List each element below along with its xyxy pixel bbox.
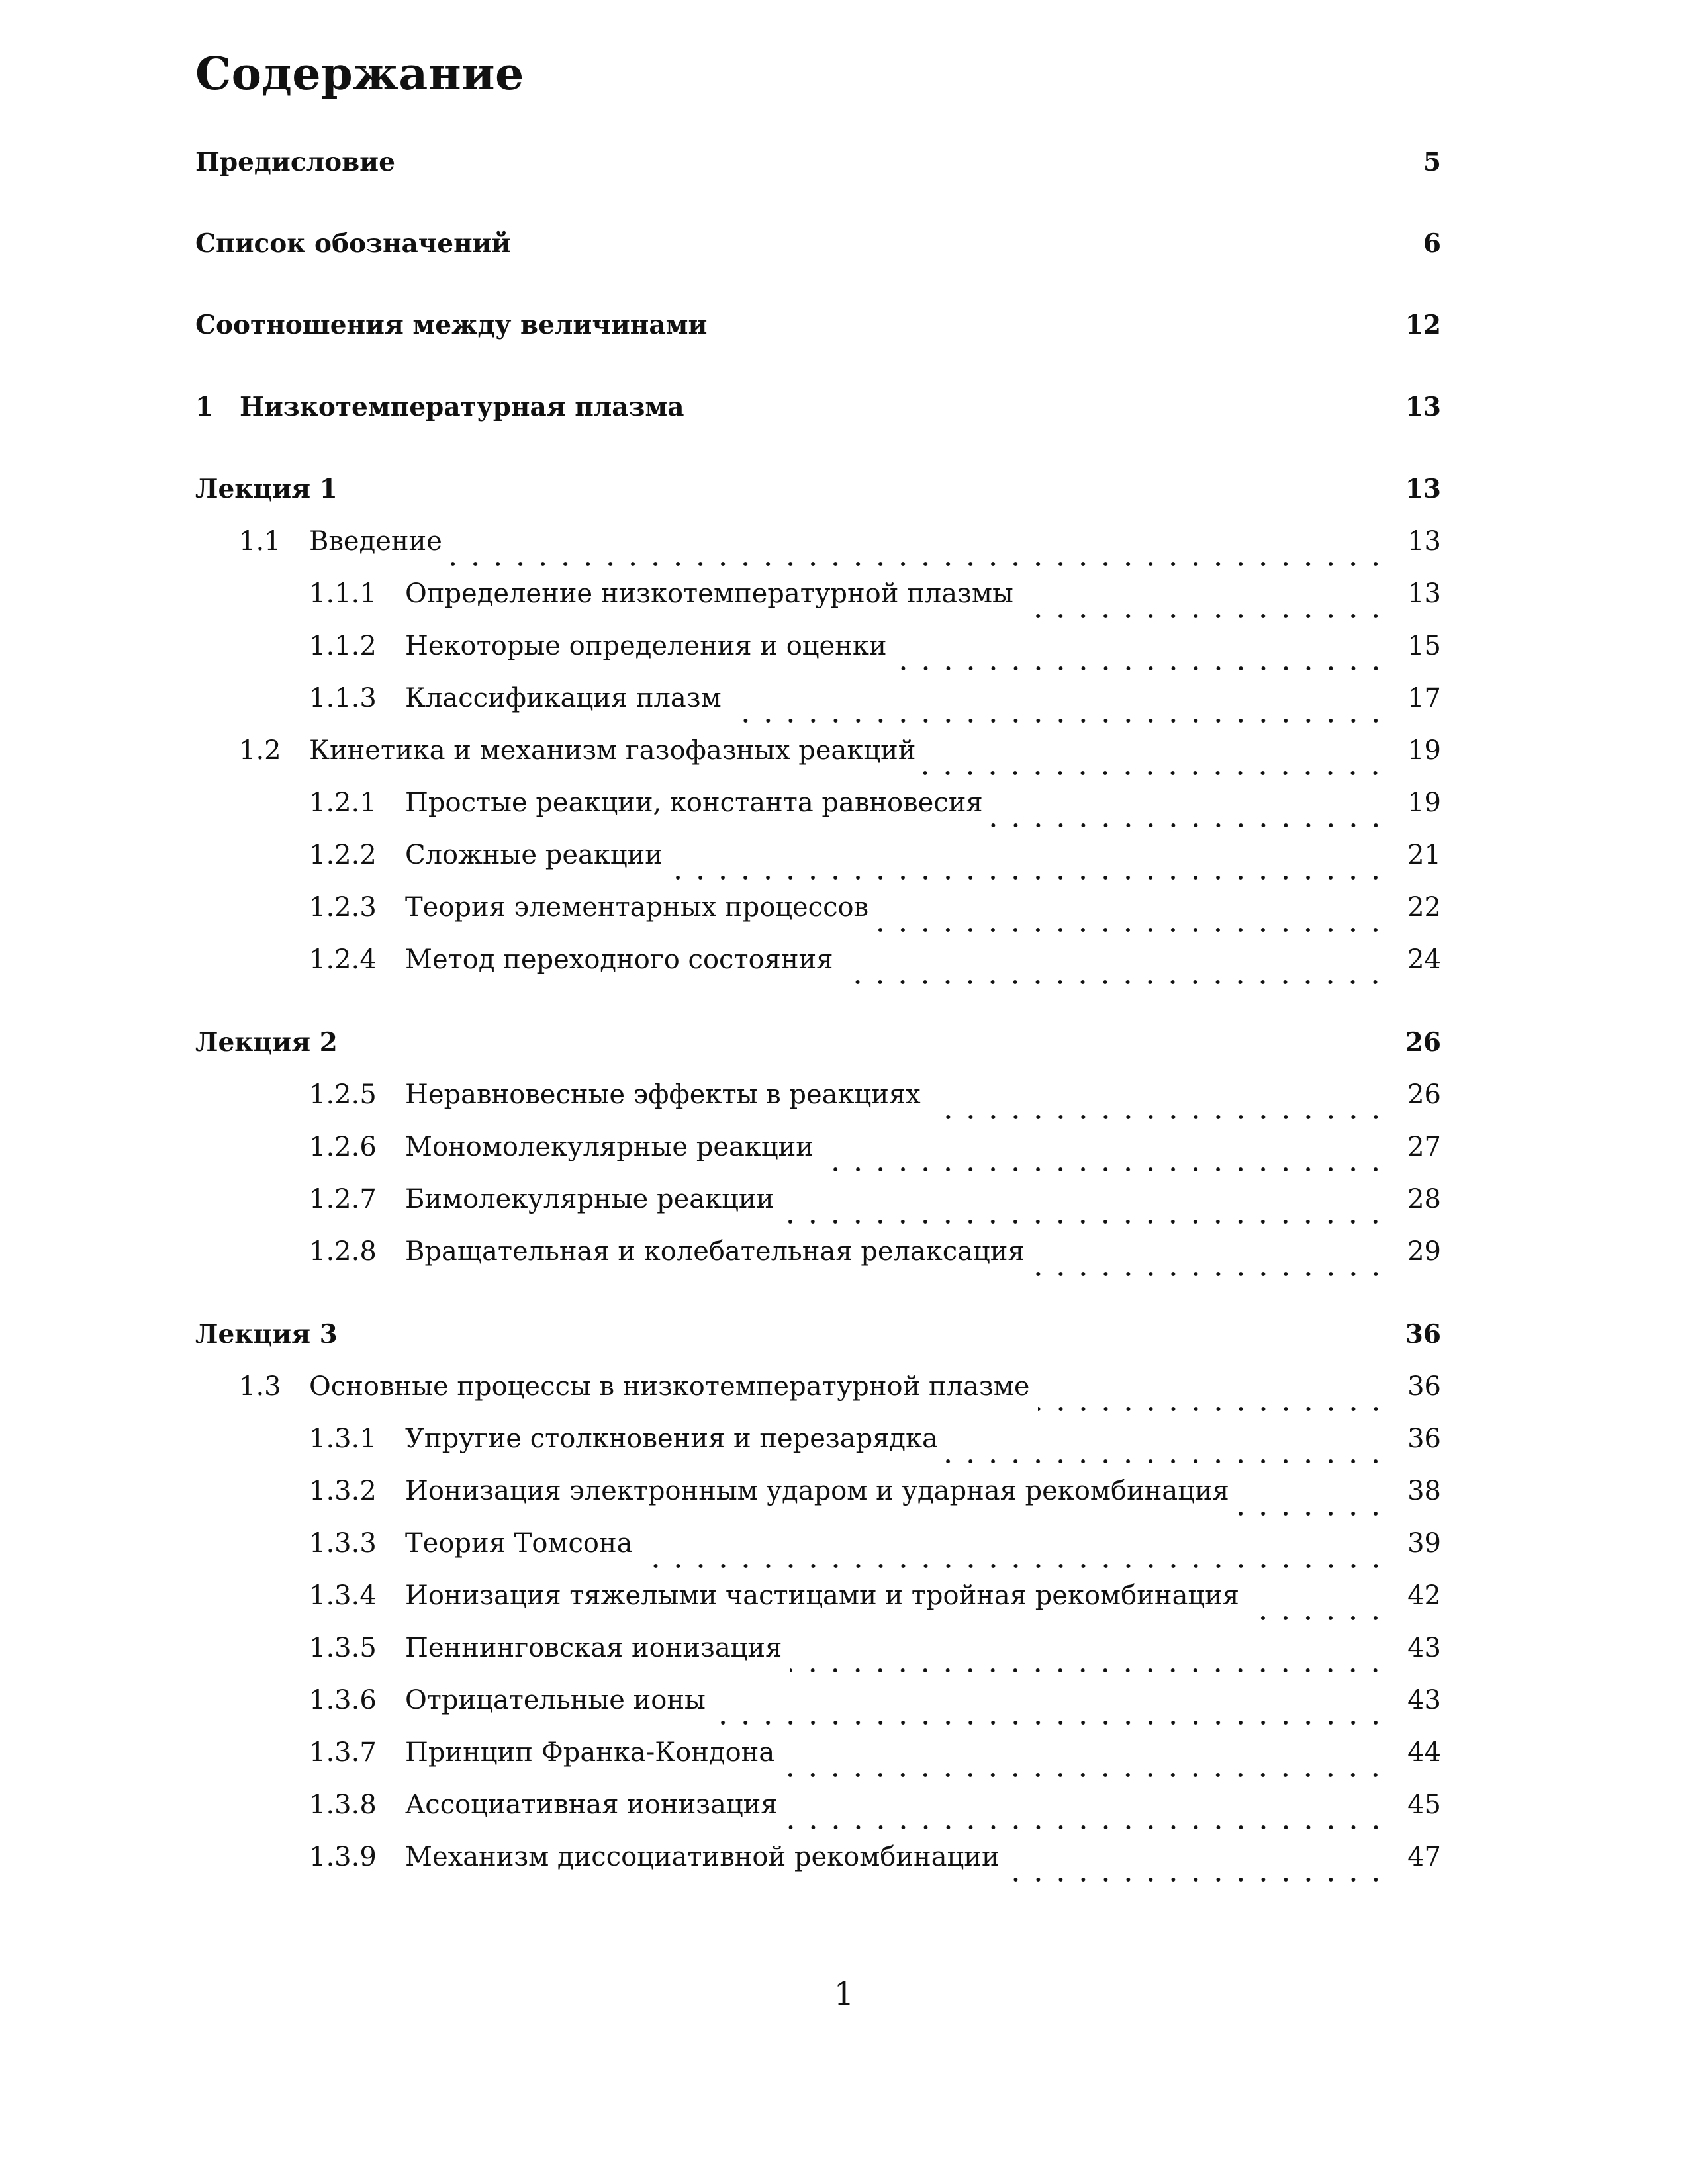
toc-entry-preface[interactable] (195, 147, 1441, 193)
toc-entry-number: 1.1.2 (309, 631, 377, 661)
toc-entry-number: 1.1 (239, 526, 281, 557)
toc-entry-title: Кинетика и механизм газофазных реакций (309, 735, 916, 766)
toc-entry-number: 1.2.3 (309, 892, 377, 923)
toc-entry-title: Механизм диссоциативной рекомбинации (405, 1842, 1000, 1872)
toc-entry-number: 1.2.7 (309, 1184, 377, 1214)
toc-entry[interactable] (195, 1184, 1441, 1230)
toc-entry-title: Лекция 3 (195, 1319, 338, 1349)
dot-leader (876, 927, 1387, 933)
toc-entry-number: 1.3.5 (309, 1633, 377, 1663)
toc-entry-page: 29 (1407, 1236, 1441, 1267)
toc-entry-page: 13 (1405, 392, 1441, 422)
toc-entry[interactable] (195, 578, 1441, 625)
toc-entry-title: Лекция 2 (195, 1027, 338, 1058)
toc-entry[interactable] (195, 1842, 1441, 1888)
toc-entry[interactable] (195, 788, 1441, 834)
toc-entry[interactable] (195, 892, 1441, 938)
toc-entry-page: 17 (1407, 683, 1441, 713)
toc-entry-title: Некоторые определения и оценки (405, 631, 887, 661)
toc-entry-number: 1.2.1 (309, 788, 377, 818)
dot-leader (782, 1772, 1387, 1778)
toc-entry-page: 26 (1405, 1027, 1441, 1058)
toc-entry-title: Мономолекулярные реакции (405, 1132, 814, 1162)
dot-leader (1008, 1877, 1387, 1882)
dot-leader (821, 1167, 1387, 1172)
toc-entry[interactable] (195, 1790, 1441, 1836)
dot-leader (782, 1219, 1387, 1224)
toc-entry-title: Теория элементарных процессов (405, 892, 869, 923)
toc-entry-title: Пеннинговская ионизация (405, 1633, 782, 1663)
toc-entry-number: 1.2.5 (309, 1079, 377, 1110)
toc-entry[interactable] (195, 1424, 1441, 1470)
toc-lecture-3[interactable] (195, 1319, 1441, 1365)
toc-entry-page: 36 (1405, 1319, 1441, 1349)
toc-entry-number: 1.3.4 (309, 1580, 377, 1611)
dot-leader (714, 1720, 1387, 1725)
toc-entry-page: 12 (1405, 310, 1441, 340)
toc-entry-title: Отрицательные ионы (405, 1685, 706, 1715)
dot-leader (786, 1825, 1387, 1830)
toc-entry-page: 39 (1407, 1528, 1441, 1559)
toc-entry-title: Теория Томсона (405, 1528, 633, 1559)
toc-entry-page: 13 (1407, 526, 1441, 557)
toc-entry-title: Список обозначений (195, 228, 511, 259)
toc-entry[interactable] (195, 735, 1441, 782)
page-number: 1 (833, 1976, 855, 2013)
toc-entry-page: 45 (1407, 1790, 1441, 1820)
toc-entry-page: 19 (1407, 735, 1441, 766)
toc-entry[interactable] (195, 1580, 1441, 1627)
toc-entry-number: 1.1.1 (309, 578, 377, 609)
toc-entry-number: 1.1.3 (309, 683, 377, 713)
toc-entry-page: 43 (1407, 1685, 1441, 1715)
toc-entry-number: 1.2 (239, 735, 281, 766)
toc-entry[interactable] (195, 1079, 1441, 1126)
toc-entry-title: Сложные реакции (405, 840, 663, 870)
toc-entry-number: 1.2.4 (309, 944, 377, 975)
toc-entry-page: 36 (1407, 1424, 1441, 1454)
toc-entry-page: 47 (1407, 1842, 1441, 1872)
toc-entry-page: 27 (1407, 1132, 1441, 1162)
toc-entry[interactable] (195, 1685, 1441, 1731)
toc-entry-number: 1.3.6 (309, 1685, 377, 1715)
toc-entry-number: 1.3.3 (309, 1528, 377, 1559)
toc-entry-number: 1.3.9 (309, 1842, 377, 1872)
toc-entry-title: Бимолекулярные реакции (405, 1184, 774, 1214)
toc-lecture-1[interactable] (195, 474, 1441, 520)
toc-entry-page: 15 (1407, 631, 1441, 661)
toc-entry[interactable] (195, 1528, 1441, 1574)
toc-entry[interactable] (195, 944, 1441, 991)
toc-entry[interactable] (195, 683, 1441, 729)
toc-entry-page: 22 (1407, 892, 1441, 923)
toc-entry-page: 21 (1407, 840, 1441, 870)
toc-entry-relations[interactable] (195, 310, 1441, 356)
toc-entry-title: Простые реакции, константа равновесия (405, 788, 983, 818)
toc-entry-title: Введение (309, 526, 442, 557)
dot-leader (841, 979, 1387, 985)
toc-entry-title: Низкотемпературная плазма (240, 392, 684, 422)
toc-entry-page: 5 (1423, 147, 1441, 177)
dot-leader (790, 1668, 1387, 1673)
toc-entry-title: Соотношения между величинами (195, 310, 708, 340)
toc-entry-title: Метод переходного состояния (405, 944, 833, 975)
toc-entry-title: Основные процессы в низкотемпературной плазме (309, 1371, 1030, 1402)
toc-entry-number: 1.3.7 (309, 1737, 377, 1768)
dot-leader (1021, 614, 1387, 619)
toc-entry-number: 1.2.2 (309, 840, 377, 870)
toc-entry-title: Вращательная и колебательная релаксация (405, 1236, 1025, 1267)
page-title: Содержание (195, 48, 524, 101)
toc-entry-page: 26 (1407, 1079, 1441, 1110)
toc-entry-page: 44 (1407, 1737, 1441, 1768)
dot-leader (641, 1563, 1387, 1569)
dot-leader (1033, 1271, 1387, 1277)
toc-entry[interactable] (195, 1476, 1441, 1522)
toc-entry[interactable] (195, 1132, 1441, 1178)
toc-entry-page: 38 (1407, 1476, 1441, 1506)
dot-leader (1237, 1511, 1387, 1516)
toc-entry-page: 28 (1407, 1184, 1441, 1214)
dot-leader (1247, 1615, 1387, 1621)
dot-leader (895, 666, 1387, 671)
toc-entry[interactable] (195, 631, 1441, 677)
toc-entry-title: Упругие столкновения и перезарядка (405, 1424, 938, 1454)
toc-entry[interactable] (195, 840, 1441, 886)
toc-entry[interactable] (195, 1236, 1441, 1283)
dot-leader (450, 561, 1387, 567)
toc-entry-page: 43 (1407, 1633, 1441, 1663)
toc-entry-title: Ионизация тяжелыми частицами и тройная рекомбинация (405, 1580, 1240, 1611)
toc-entry-page: 36 (1407, 1371, 1441, 1402)
toc-entry-number: 1.2.8 (309, 1236, 377, 1267)
toc-entry-title: Классификация плазм (405, 683, 722, 713)
toc-entry-number: 1.2.6 (309, 1132, 377, 1162)
toc-entry-number: 1.3 (239, 1371, 281, 1402)
toc-lecture-2[interactable] (195, 1027, 1441, 1073)
toc-entry[interactable] (195, 1737, 1441, 1784)
dot-leader (923, 770, 1387, 776)
toc-entry-title: Ассоциативная ионизация (405, 1790, 778, 1820)
toc-entry-number: 1.3.8 (309, 1790, 377, 1820)
toc-entry-title: Определение низкотемпературной плазмы (405, 578, 1013, 609)
dot-leader (991, 823, 1387, 828)
dot-leader (946, 1459, 1387, 1464)
toc-entry-number: 1.3.2 (309, 1476, 377, 1506)
dot-leader (729, 718, 1387, 723)
toc-entry[interactable] (195, 1633, 1441, 1679)
toc-entry-page: 6 (1423, 228, 1441, 259)
dot-leader (1038, 1406, 1387, 1412)
toc-entry-number: 1.3.1 (309, 1424, 377, 1454)
toc-chapter-1[interactable] (195, 392, 1441, 438)
toc-entry-title: Неравновесные эффекты в реакциях (405, 1079, 921, 1110)
toc-entry-page: 24 (1407, 944, 1441, 975)
toc-entry[interactable] (195, 526, 1441, 572)
toc-entry-number: 1 (195, 392, 214, 422)
toc-entry-title: Лекция 1 (195, 474, 338, 504)
toc-entry-title: Принцип Франка-Кондона (405, 1737, 775, 1768)
toc-entry-page: 13 (1405, 474, 1441, 504)
toc-entry-title: Предисловие (195, 147, 395, 177)
toc-entry-page: 19 (1407, 788, 1441, 818)
toc-entry-page: 42 (1407, 1580, 1441, 1611)
dot-leader (671, 875, 1387, 880)
toc-entry-notation[interactable] (195, 228, 1441, 275)
toc-entry-title: Ионизация электронным ударом и ударная рекомбинация (405, 1476, 1229, 1506)
dot-leader (929, 1115, 1387, 1120)
toc-entry[interactable] (195, 1371, 1441, 1418)
toc-entry-page: 13 (1407, 578, 1441, 609)
